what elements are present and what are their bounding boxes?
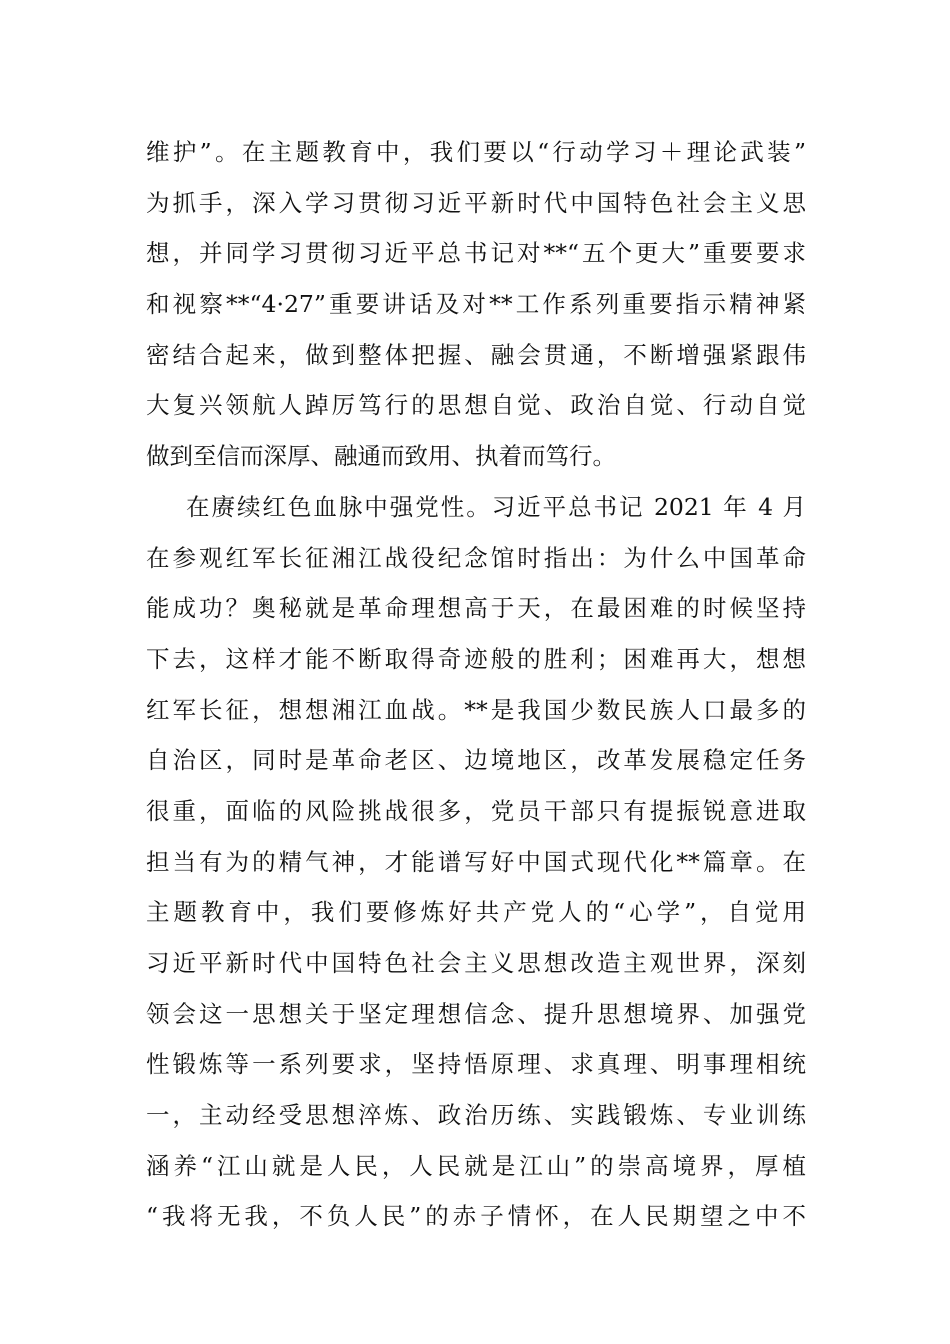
text-line: 大复兴领航人踔厉笃行的思想自觉、政治自觉、行动自觉 <box>146 391 806 420</box>
text-line: 想，并同学习贯彻习近平总书记对**“五个更大”重要要求 <box>146 239 806 268</box>
text-line: 涵养“江山就是人民，人民就是江山”的崇高境界，厚植 <box>146 1151 806 1180</box>
text-line: 领会这一思想关于坚定理想信念、提升思想境界、加强党 <box>146 999 806 1028</box>
text-line: 为抓手，深入学习贯彻习近平新时代中国特色社会主义思 <box>146 188 806 217</box>
text-line: 性锻炼等一系列要求，坚持悟原理、求真理、明事理相统 <box>146 1050 806 1079</box>
paragraph-end-line: 做到至信而深厚、融通而致用、执着而笃行。 <box>146 442 616 471</box>
text-line: 下去，这样才能不断取得奇迹般的胜利；困难再大，想想 <box>146 644 806 673</box>
text-line: “我将无我，不负人民”的赤子情怀，在人民期望之中不 <box>146 1202 806 1231</box>
text-line: 红军长征，想想湘江血战。**是我国少数民族人口最多的 <box>146 695 806 724</box>
text-line: 和视察**“4·27”重要讲话及对**工作系列重要指示精神紧 <box>146 290 806 319</box>
paragraph-first-line: 在赓续红色血脉中强党性。习近平总书记 2021 年 4 月 <box>186 492 806 521</box>
text-line: 能成功？奥秘就是革命理想高于天，在最困难的时候坚持 <box>146 594 806 623</box>
text-line: 很重，面临的风险挑战很多，党员干部只有提振锐意进取 <box>146 796 806 825</box>
text-line: 一，主动经受思想淬炼、政治历练、实践锻炼、专业训练 <box>146 1101 806 1130</box>
text-line: 密结合起来，做到整体把握、融会贯通，不断增强紧跟伟 <box>146 340 806 369</box>
text-line: 自治区，同时是革命老区、边境地区，改革发展稳定任务 <box>146 746 806 775</box>
text-line: 担当有为的精气神，才能谱写好中国式现代化**篇章。在 <box>146 847 806 876</box>
text-line: 维护”。在主题教育中，我们要以“行动学习＋理论武装” <box>146 138 806 166</box>
text-line: 习近平新时代中国特色社会主义思想改造主观世界，深刻 <box>146 949 806 977</box>
text-line: 在参观红军长征湘江战役纪念馆时指出：为什么中国革命 <box>146 543 806 572</box>
body-text <box>146 127 806 1242</box>
text-line: 主题教育中，我们要修炼好共产党人的“心学”，自觉用 <box>146 898 806 927</box>
